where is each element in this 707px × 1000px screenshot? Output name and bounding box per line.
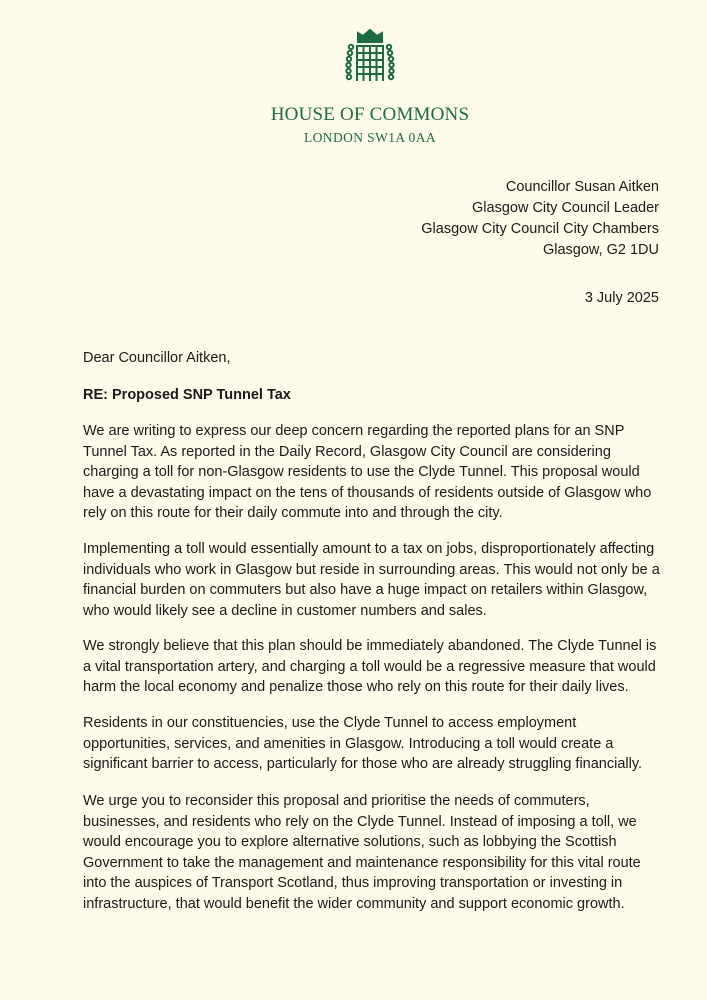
body-paragraph: We strongly believe that this plan should be immediately abandoned. The Clyde Tunnel is a vital transportation artery, and charging a toll would be a regressive measure that would harm the local economy and penalize those who rely on this route for their daily lives. <box>83 638 657 695</box>
recipient-building: Glasgow City Council City Chambers <box>421 221 659 237</box>
body-paragraph: Implementing a toll would essentially amount to a tax on jobs, disproportionately affecting individuals who work in Glasgow but reside in surrounding areas. This would not only be a financial burden on commuters but also have a huge impact on retailers within Glasgow, who would likely see a decline in customer numbers and sales. <box>83 541 660 619</box>
letterhead-address: LONDON SW1A 0AA <box>304 130 436 145</box>
recipient-role: Glasgow City Council Leader <box>472 200 659 216</box>
letter-date: 3 July 2025 <box>584 290 659 306</box>
salutation: Dear Councillor Aitken, <box>83 350 231 366</box>
recipient-city: Glasgow, G2 1DU <box>542 242 659 258</box>
recipient-name: Councillor Susan Aitken <box>505 179 659 195</box>
body-paragraph: We are writing to express our deep concern regarding the reported plans for an SNP Tunnel Tax. As reported in the Daily Record, Glasgow City Council are considering charging a toll for non-Glasgow residents to use the Clyde Tunnel. This proposal would have a devastating impact on the tens of thousands of residents outside of Glasgow who rely on this route for their daily commute into and through the city. <box>83 423 652 521</box>
subject-line: RE: Proposed SNP Tunnel Tax <box>83 387 291 403</box>
portcullis-crest-icon <box>343 27 397 89</box>
body-paragraph: We urge you to reconsider this proposal and prioritise the needs of commuters, businesses, and residents who rely on the Clyde Tunnel. Instead of imposing a toll, we would encourage you to explore alternative solutions, such as lobbying the Scottish Government to take the management and maintenance responsibility for this vital route into the auspices of Transport Scotland, thus improving transportation or investing in infrastructure, that would benefit the wider community and support economic growth. <box>83 793 641 912</box>
letterhead-title: HOUSE OF COMMONS <box>270 104 470 125</box>
recipient-address <box>421 177 659 261</box>
body-paragraph: Residents in our constituencies, use the Clyde Tunnel to access employment opportunities, services, and amenities in Glasgow. Introducing a toll would create a significant barrier to access, particularly for those who are already struggling financially. <box>83 715 643 772</box>
